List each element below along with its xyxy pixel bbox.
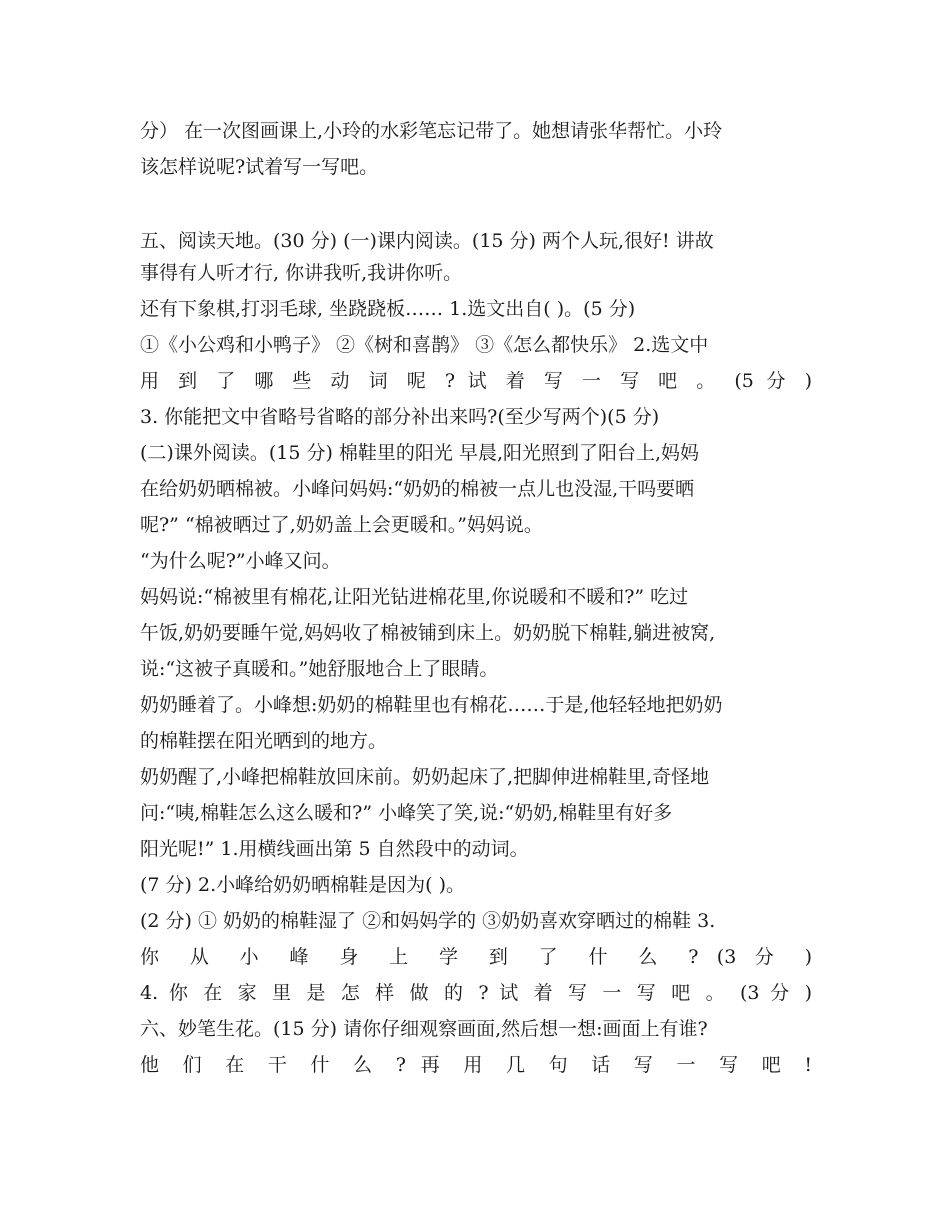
text-line-22: (2 分) ① 奶奶的棉鞋湿了 ②和妈妈学的 ③奶奶喜欢穿晒过的棉鞋 3. [140, 910, 716, 932]
text-line-7: 用 到 了 哪 些 动 词 呢 ? 试 着 写 一 写 吧 。 (5 分 ) [140, 370, 812, 392]
text-line-6: ①《小公鸡和小鸭子》 ②《树和喜鹊》 ③《怎么都快乐》 2.选文中 [140, 334, 709, 356]
text-line-19: 问:“咦,棉鞋怎么这么暖和?” 小峰笑了笑,说:“奶奶,棉鞋里有好多 [140, 802, 673, 824]
section-6-heading-line: 六、妙笔生花。(15 分) 请你仔细观察画面,然后想一想:画面上有谁? [140, 1018, 708, 1040]
text-line-14: 午饭,奶奶要睡午觉,妈妈收了棉被铺到床上。奶奶脱下棉鞋,躺进被窝, [140, 622, 716, 644]
text-line-15: 说:“这被子真暖和。”她舒服地合上了眼睛。 [140, 658, 499, 680]
text-line-17: 的棉鞋摆在阳光晒到的地方。 [140, 730, 388, 752]
text-line-2: 该怎样说呢?试着写一写吧。 [140, 156, 379, 178]
text-line-21: (7 分) 2.小峰给奶奶晒棉鞋是因为( )。 [140, 874, 465, 896]
text-line-9: (二)课外阅读。(15 分) 棉鞋里的阳光 早晨,阳光照到了阳台上,妈妈 [140, 442, 700, 464]
text-line-1: 分） 在一次图画课上,小玲的水彩笔忘记带了。她想请张华帮忙。小玲 [140, 120, 723, 142]
text-line-26: 他 们 在 干 什 么 ? 再 用 几 句 话 写 一 写 吧 ! [140, 1054, 812, 1076]
text-line-12: “为什么呢?”小峰又问。 [140, 550, 341, 572]
text-line-20: 阳光呢!” 1.用横线画出第 5 自然段中的动词。 [140, 838, 529, 860]
text-line-4: 事得有人听才行, 你讲我听,我讲你听。 [140, 262, 463, 284]
text-line-18: 奶奶醒了,小峰把棉鞋放回床前。奶奶起床了,把脚伸进棉鞋里,奇怪地 [140, 766, 710, 788]
text-line-23: 你 从 小 峰 身 上 学 到 了 什 么 ? (3 分 ) [140, 946, 812, 968]
text-line-10: 在给奶奶晒棉被。小峰问妈妈:“奶奶的棉被一点儿也没湿,干吗要晒 [140, 478, 695, 500]
text-line-16: 奶奶睡着了。小峰想:奶奶的棉鞋里也有棉花……于是,他轻轻地把奶奶 [140, 694, 723, 716]
section-5-heading-line: 五、阅读天地。(30 分) (一)课内阅读。(15 分) 两个人玩,很好! 讲故 [140, 230, 714, 252]
text-line-11: 呢?” “棉被晒过了,奶奶盖上会更暖和。”妈妈说。 [140, 514, 543, 536]
text-line-24: 4. 你 在 家 里 是 怎 样 做 的 ? 试 着 写 一 写 吧 。 (3 分 ) [140, 982, 812, 1004]
text-line-13: 妈妈说:“棉被里有棉花,让阳光钻进棉花里,你说暖和不暖和?” 吃过 [140, 586, 689, 608]
text-line-5: 还有下象棋,打羽毛球, 坐跷跷板…… 1.选文出自( )。(5 分) [140, 298, 636, 320]
text-line-8: 3. 你能把文中省略号省略的部分补出来吗?(至少写两个)(5 分) [140, 406, 660, 428]
